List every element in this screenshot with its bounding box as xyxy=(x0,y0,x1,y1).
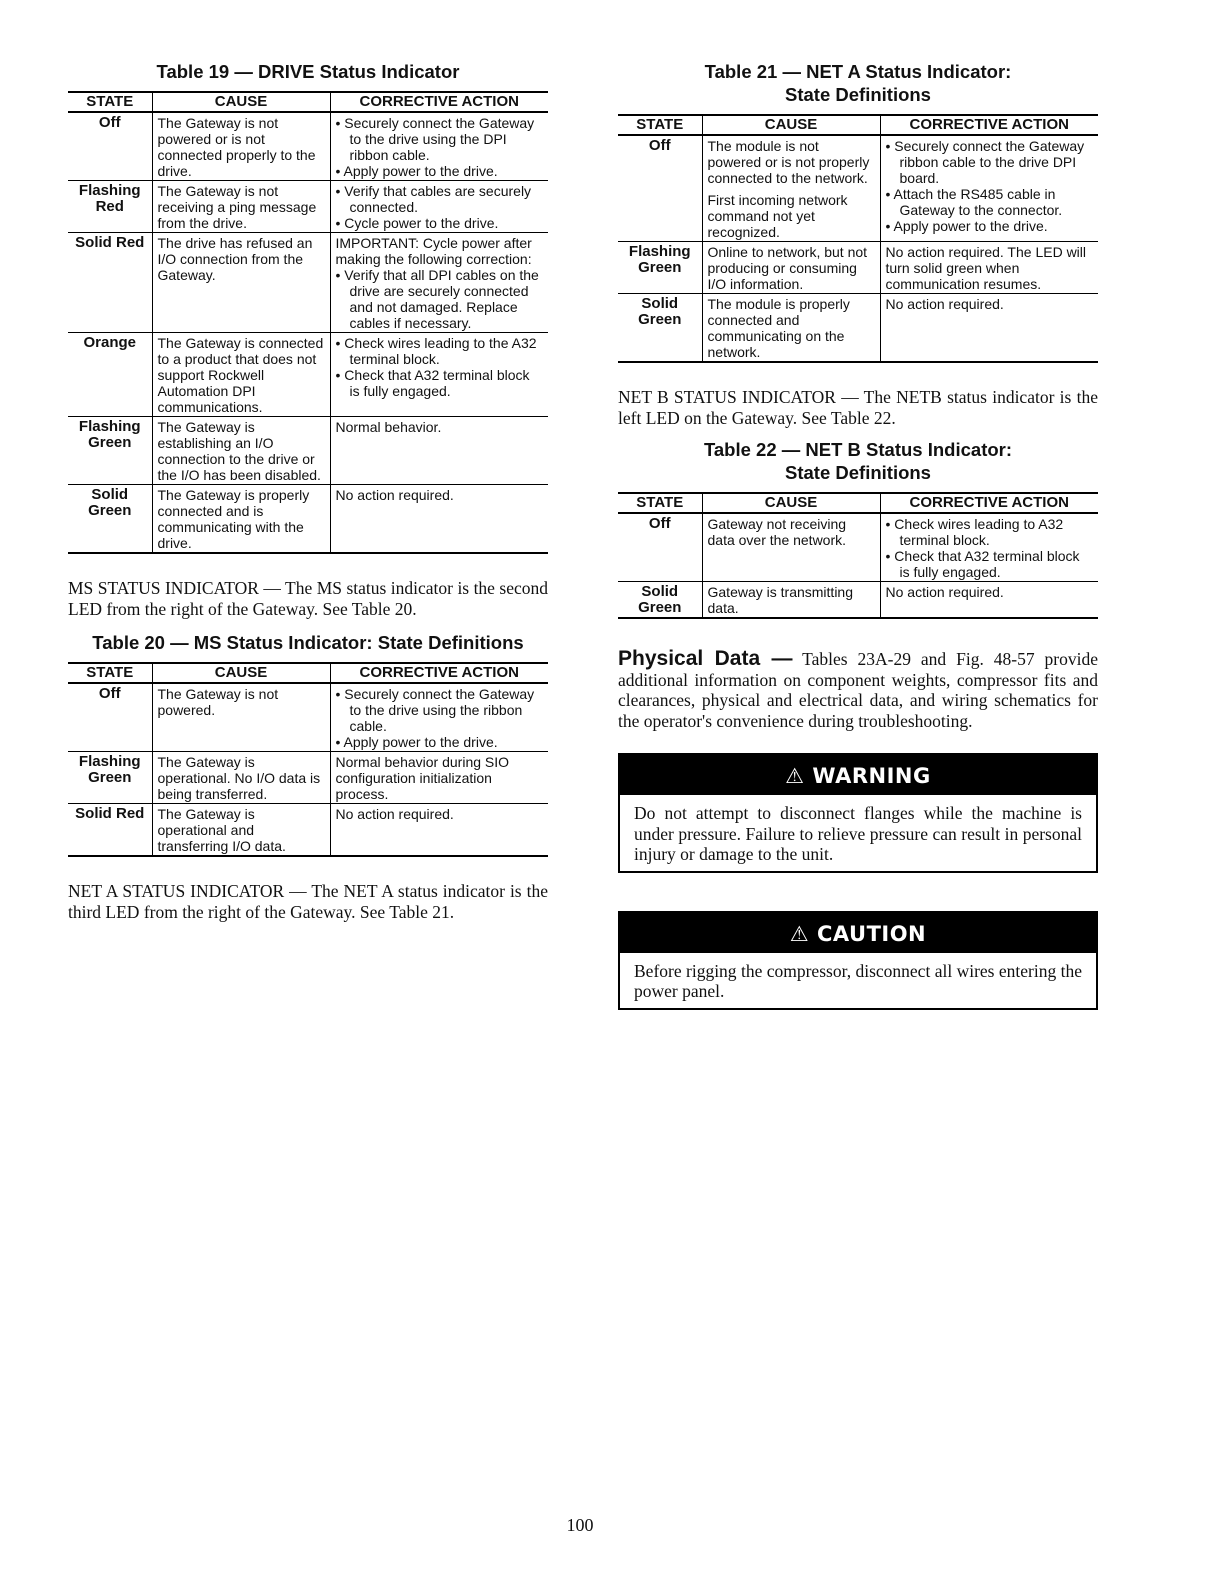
state-cell: Flashing Green xyxy=(618,242,702,294)
column-header: STATE xyxy=(68,663,152,683)
cause-text: Gateway not receiving data over the network. xyxy=(707,516,847,548)
action-item: • Verify that cables are securely connected. xyxy=(336,183,544,215)
ms-status-paragraph: MS STATUS INDICATOR — The MS status indicator is the second LED from the right of the Gateway. See Table 20. xyxy=(68,578,548,619)
cause-text: Gateway is transmitting data. xyxy=(707,584,853,616)
warning-text: Do not attempt to disconnect flanges while the machine is under pressure. Failure to relieve pressure can result in personal injury or damage to the unit. xyxy=(634,803,1082,864)
cause-text: The Gateway is connected to a product that does not support Rockwell Automation DPI communications. xyxy=(157,335,324,415)
action-item: • Check that A32 terminal block is fully engaged. xyxy=(886,548,1094,580)
cause-text: The Gateway is not receiving a ping message from the drive. xyxy=(157,183,317,231)
action-item: • Securely connect the Gateway ribbon cable to the drive DPI board. xyxy=(886,138,1094,186)
action-note: No action required. xyxy=(885,296,1004,312)
table-19 xyxy=(68,91,548,554)
cause-text: The module is not powered or is not properly connected to the network. xyxy=(707,138,870,186)
table-row xyxy=(618,135,1098,242)
table-20 xyxy=(68,662,548,857)
corrective-action-cell xyxy=(330,683,548,752)
warning-box xyxy=(618,753,1098,873)
cause-cell xyxy=(152,804,330,857)
state-cell: Off xyxy=(68,112,152,181)
corrective-action-cell xyxy=(330,485,548,554)
right-column xyxy=(618,60,1098,1010)
table-row xyxy=(68,333,548,417)
action-note: No action required. xyxy=(335,806,454,822)
cause-cell xyxy=(702,294,880,363)
table-row xyxy=(618,294,1098,363)
table-22 xyxy=(618,492,1098,619)
corrective-action-cell xyxy=(330,233,548,333)
caution-label: ⚠ CAUTION xyxy=(620,913,1096,953)
action-item: • Verify that all DPI cables on the drive are securely connected and not damaged. Replace cables if necessary. xyxy=(336,267,544,331)
column-header: CORRECTIVE ACTION xyxy=(330,663,548,683)
header-row xyxy=(618,115,1098,135)
header-row xyxy=(68,663,548,683)
cause-text: The Gateway is not powered. xyxy=(157,686,279,718)
action-note: Normal behavior. xyxy=(335,419,442,435)
warning-label: ⚠ WARNING xyxy=(620,755,1096,795)
cause-cell xyxy=(702,513,880,582)
corrective-action-cell xyxy=(330,417,548,485)
state-cell: Flashing Red xyxy=(68,181,152,233)
corrective-action-cell xyxy=(880,294,1098,363)
table-row xyxy=(68,485,548,554)
cause-cell xyxy=(152,112,330,181)
action-item: • Attach the RS485 cable in Gateway to the connector. xyxy=(886,186,1094,218)
physical-data-paragraph xyxy=(618,649,1098,731)
state-cell: Flashing Green xyxy=(68,752,152,804)
action-item: • Cycle power to the drive. xyxy=(336,215,544,231)
column-header: CORRECTIVE ACTION xyxy=(880,115,1098,135)
column-header: CAUSE xyxy=(702,115,880,135)
table-row xyxy=(618,242,1098,294)
net-a-status-paragraph: NET A STATUS INDICATOR — The NET A status indicator is the third LED from the right of the Gateway. See Table 21. xyxy=(68,881,548,922)
table-row xyxy=(618,582,1098,619)
cause-cell xyxy=(152,683,330,752)
corrective-action-cell xyxy=(880,513,1098,582)
corrective-action-cell xyxy=(330,112,548,181)
cause-cell xyxy=(702,582,880,619)
state-cell: Solid Red xyxy=(68,233,152,333)
physical-data-heading: Physical Data — xyxy=(618,647,793,670)
cause-text: The drive has refused an I/O connection from the Gateway. xyxy=(157,235,313,283)
cause-text: First incoming network command not yet recognized. xyxy=(707,192,848,240)
corrective-action-cell xyxy=(330,333,548,417)
cause-cell xyxy=(152,752,330,804)
action-item: • Check wires leading to A32 terminal block. xyxy=(886,516,1094,548)
cause-cell xyxy=(702,135,880,242)
column-header: CORRECTIVE ACTION xyxy=(330,92,548,112)
physical-data-text: Tables 23A-29 and Fig. 48-57 provide additional information on component weights, compressor fits and clearances, physical and electrical data, and wiring schematics for the operator's convenience during troubleshooting. xyxy=(618,649,1098,731)
cause-text: The Gateway is operational. No I/O data is being transferred. xyxy=(157,754,321,802)
table-row xyxy=(68,112,548,181)
table-21-title-line2: State Definitions xyxy=(785,84,931,105)
left-column xyxy=(68,60,548,922)
action-item: • Check wires leading to the A32 terminal block. xyxy=(336,335,544,367)
column-header: CAUSE xyxy=(152,92,330,112)
state-cell: Solid Green xyxy=(618,582,702,619)
cause-text: The Gateway is properly connected and is communicating with the drive. xyxy=(157,487,310,551)
state-cell: Solid Green xyxy=(618,294,702,363)
action-note: No action required. xyxy=(335,487,454,503)
action-note: No action required. xyxy=(885,584,1004,600)
table-row xyxy=(68,804,548,857)
column-header: CAUSE xyxy=(702,493,880,513)
action-item: • Securely connect the Gateway to the drive using the ribbon cable. xyxy=(336,686,544,734)
table-row xyxy=(68,752,548,804)
state-cell: Off xyxy=(68,683,152,752)
table-row xyxy=(68,181,548,233)
table-row xyxy=(68,417,548,485)
corrective-action-cell xyxy=(330,181,548,233)
table-22-title-line2: State Definitions xyxy=(785,462,931,483)
table-19-title: Table 19 — DRIVE Status Indicator xyxy=(156,61,460,82)
header-row xyxy=(68,92,548,112)
action-item: • Check that A32 terminal block is fully engaged. xyxy=(336,367,544,399)
corrective-action-cell xyxy=(330,752,548,804)
column-header: STATE xyxy=(618,115,702,135)
state-cell: Off xyxy=(618,135,702,242)
table-21-title-line1: Table 21 — NET A Status Indicator: xyxy=(704,61,1012,82)
table-row xyxy=(68,233,548,333)
corrective-action-cell xyxy=(880,242,1098,294)
caution-box xyxy=(618,911,1098,1010)
cause-cell xyxy=(702,242,880,294)
cause-text: Online to network, but not producing or consuming I/O information. xyxy=(707,244,868,292)
state-cell: Solid Green xyxy=(68,485,152,554)
table-row xyxy=(68,683,548,752)
cause-text: The Gateway is operational and transferring I/O data. xyxy=(157,806,286,854)
caution-text: Before rigging the compressor, disconnect all wires entering the power panel. xyxy=(634,960,1082,1001)
action-item: • Securely connect the Gateway to the drive using the DPI ribbon cable. xyxy=(336,115,544,163)
page-number: 100 xyxy=(566,1515,594,1535)
cause-cell xyxy=(152,417,330,485)
action-note: Normal behavior during SIO configuration initialization process. xyxy=(335,754,510,802)
table-row xyxy=(618,513,1098,582)
table-20-title: Table 20 — MS Status Indicator: State Definitions xyxy=(92,632,524,653)
net-b-status-paragraph: NET B STATUS INDICATOR — The NETB status indicator is the left LED on the Gateway. See Table 22. xyxy=(618,387,1098,428)
state-cell: Orange xyxy=(68,333,152,417)
cause-text: The Gateway is establishing an I/O connection to the drive or the I/O has been disabled. xyxy=(157,419,321,483)
column-header: CAUSE xyxy=(152,663,330,683)
column-header: STATE xyxy=(68,92,152,112)
header-row xyxy=(618,493,1098,513)
action-note: IMPORTANT: Cycle power after making the following correction: xyxy=(335,235,532,267)
cause-cell xyxy=(152,233,330,333)
action-item: • Apply power to the drive. xyxy=(886,218,1094,234)
table-21 xyxy=(618,114,1098,363)
action-item: • Apply power to the drive. xyxy=(336,163,544,179)
column-header: CORRECTIVE ACTION xyxy=(880,493,1098,513)
state-cell: Solid Red xyxy=(68,804,152,857)
corrective-action-cell xyxy=(330,804,548,857)
state-cell: Off xyxy=(618,513,702,582)
cause-cell xyxy=(152,485,330,554)
cause-cell xyxy=(152,333,330,417)
table-22-title-line1: Table 22 — NET B Status Indicator: xyxy=(703,439,1013,460)
state-cell: Flashing Green xyxy=(68,417,152,485)
cause-text: The Gateway is not powered or is not connected properly to the drive. xyxy=(157,115,316,179)
cause-cell xyxy=(152,181,330,233)
corrective-action-cell xyxy=(880,582,1098,619)
cause-text: The module is properly connected and communicating on the network. xyxy=(707,296,850,360)
action-note: No action required. The LED will turn solid green when communication resumes. xyxy=(885,244,1087,292)
column-header: STATE xyxy=(618,493,702,513)
corrective-action-cell xyxy=(880,135,1098,242)
action-item: • Apply power to the drive. xyxy=(336,734,544,750)
